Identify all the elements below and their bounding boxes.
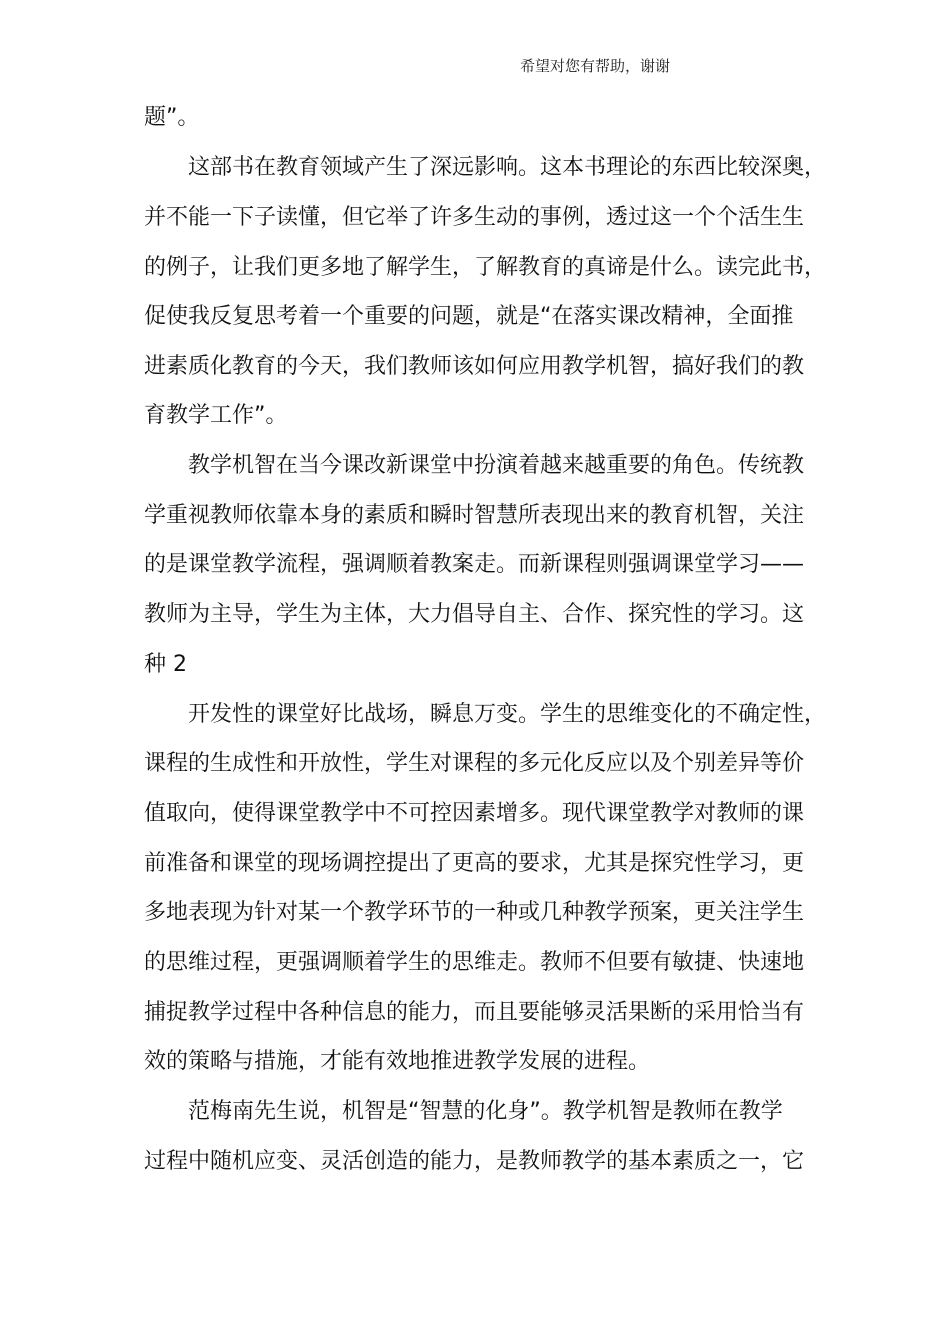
text-line: 课程的生成性和开放性，学生对课程的多元化反应以及个别差异等价 <box>144 751 805 776</box>
text-line: 学重视教师依靠本身的素质和瞬时智慧所表现出来的教育机智，关注 <box>144 503 805 528</box>
text-line: 种 2 <box>144 652 187 677</box>
paragraph-first-line: 教学机智在当今课改新课堂中扮演着越来越重要的角色。传统教 <box>188 453 805 478</box>
text-line: 多地表现为针对某一个教学环节的一种或几种教学预案，更关注学生 <box>144 900 805 925</box>
paragraph-first-line: 范梅南先生说，机智是“智慧的化身”。教学机智是教师在教学 <box>188 1099 783 1124</box>
text-line: 教师为主导，学生为主体，大力倡导自主、合作、探究性的学习。这 <box>144 602 805 627</box>
text-line: 的例子，让我们更多地了解学生，了解教育的真谛是什么。读完此书， <box>144 255 827 280</box>
text-line: 育教学工作”。 <box>144 403 288 428</box>
text-line: 捕捉教学过程中各种信息的能力，而且要能够灵活果断的采用恰当有 <box>144 1000 805 1025</box>
text-line: 值取向，使得课堂教学中不可控因素增多。现代课堂教学对教师的课 <box>144 801 805 826</box>
text-line: 题”。 <box>144 105 200 130</box>
text-line: 的是课堂教学流程，强调顺着教案走。而新课程则强调课堂学习—— <box>144 552 805 577</box>
text-line: 进素质化教育的今天，我们教师该如何应用教学机智，搞好我们的教 <box>144 354 805 379</box>
text-line: 过程中随机应变、灵活创造的能力，是教师教学的基本素质之一，它 <box>144 1149 805 1174</box>
text-line: 的思维过程，更强调顺着学生的思维走。教师不但要有敏捷、快速地 <box>144 950 805 975</box>
paragraph-first-line: 开发性的课堂好比战场，瞬息万变。学生的思维变化的不确定性， <box>188 702 827 727</box>
text-line: 促使我反复思考着一个重要的问题，就是“在落实课改精神，全面推 <box>144 304 794 329</box>
text-line: 并不能一下子读懂，但它举了许多生动的事例，透过这一个个活生生 <box>144 205 805 230</box>
text-line: 效的策略与措施，才能有效地推进教学发展的进程。 <box>144 1049 651 1074</box>
paragraph-first-line: 这部书在教育领域产生了深远影响。这本书理论的东西比较深奥， <box>188 155 827 180</box>
text-line: 前准备和课堂的现场调控提出了更高的要求，尤其是探究性学习，更 <box>144 851 805 876</box>
header-note: 希望对您有帮助，谢谢 <box>520 57 671 75</box>
